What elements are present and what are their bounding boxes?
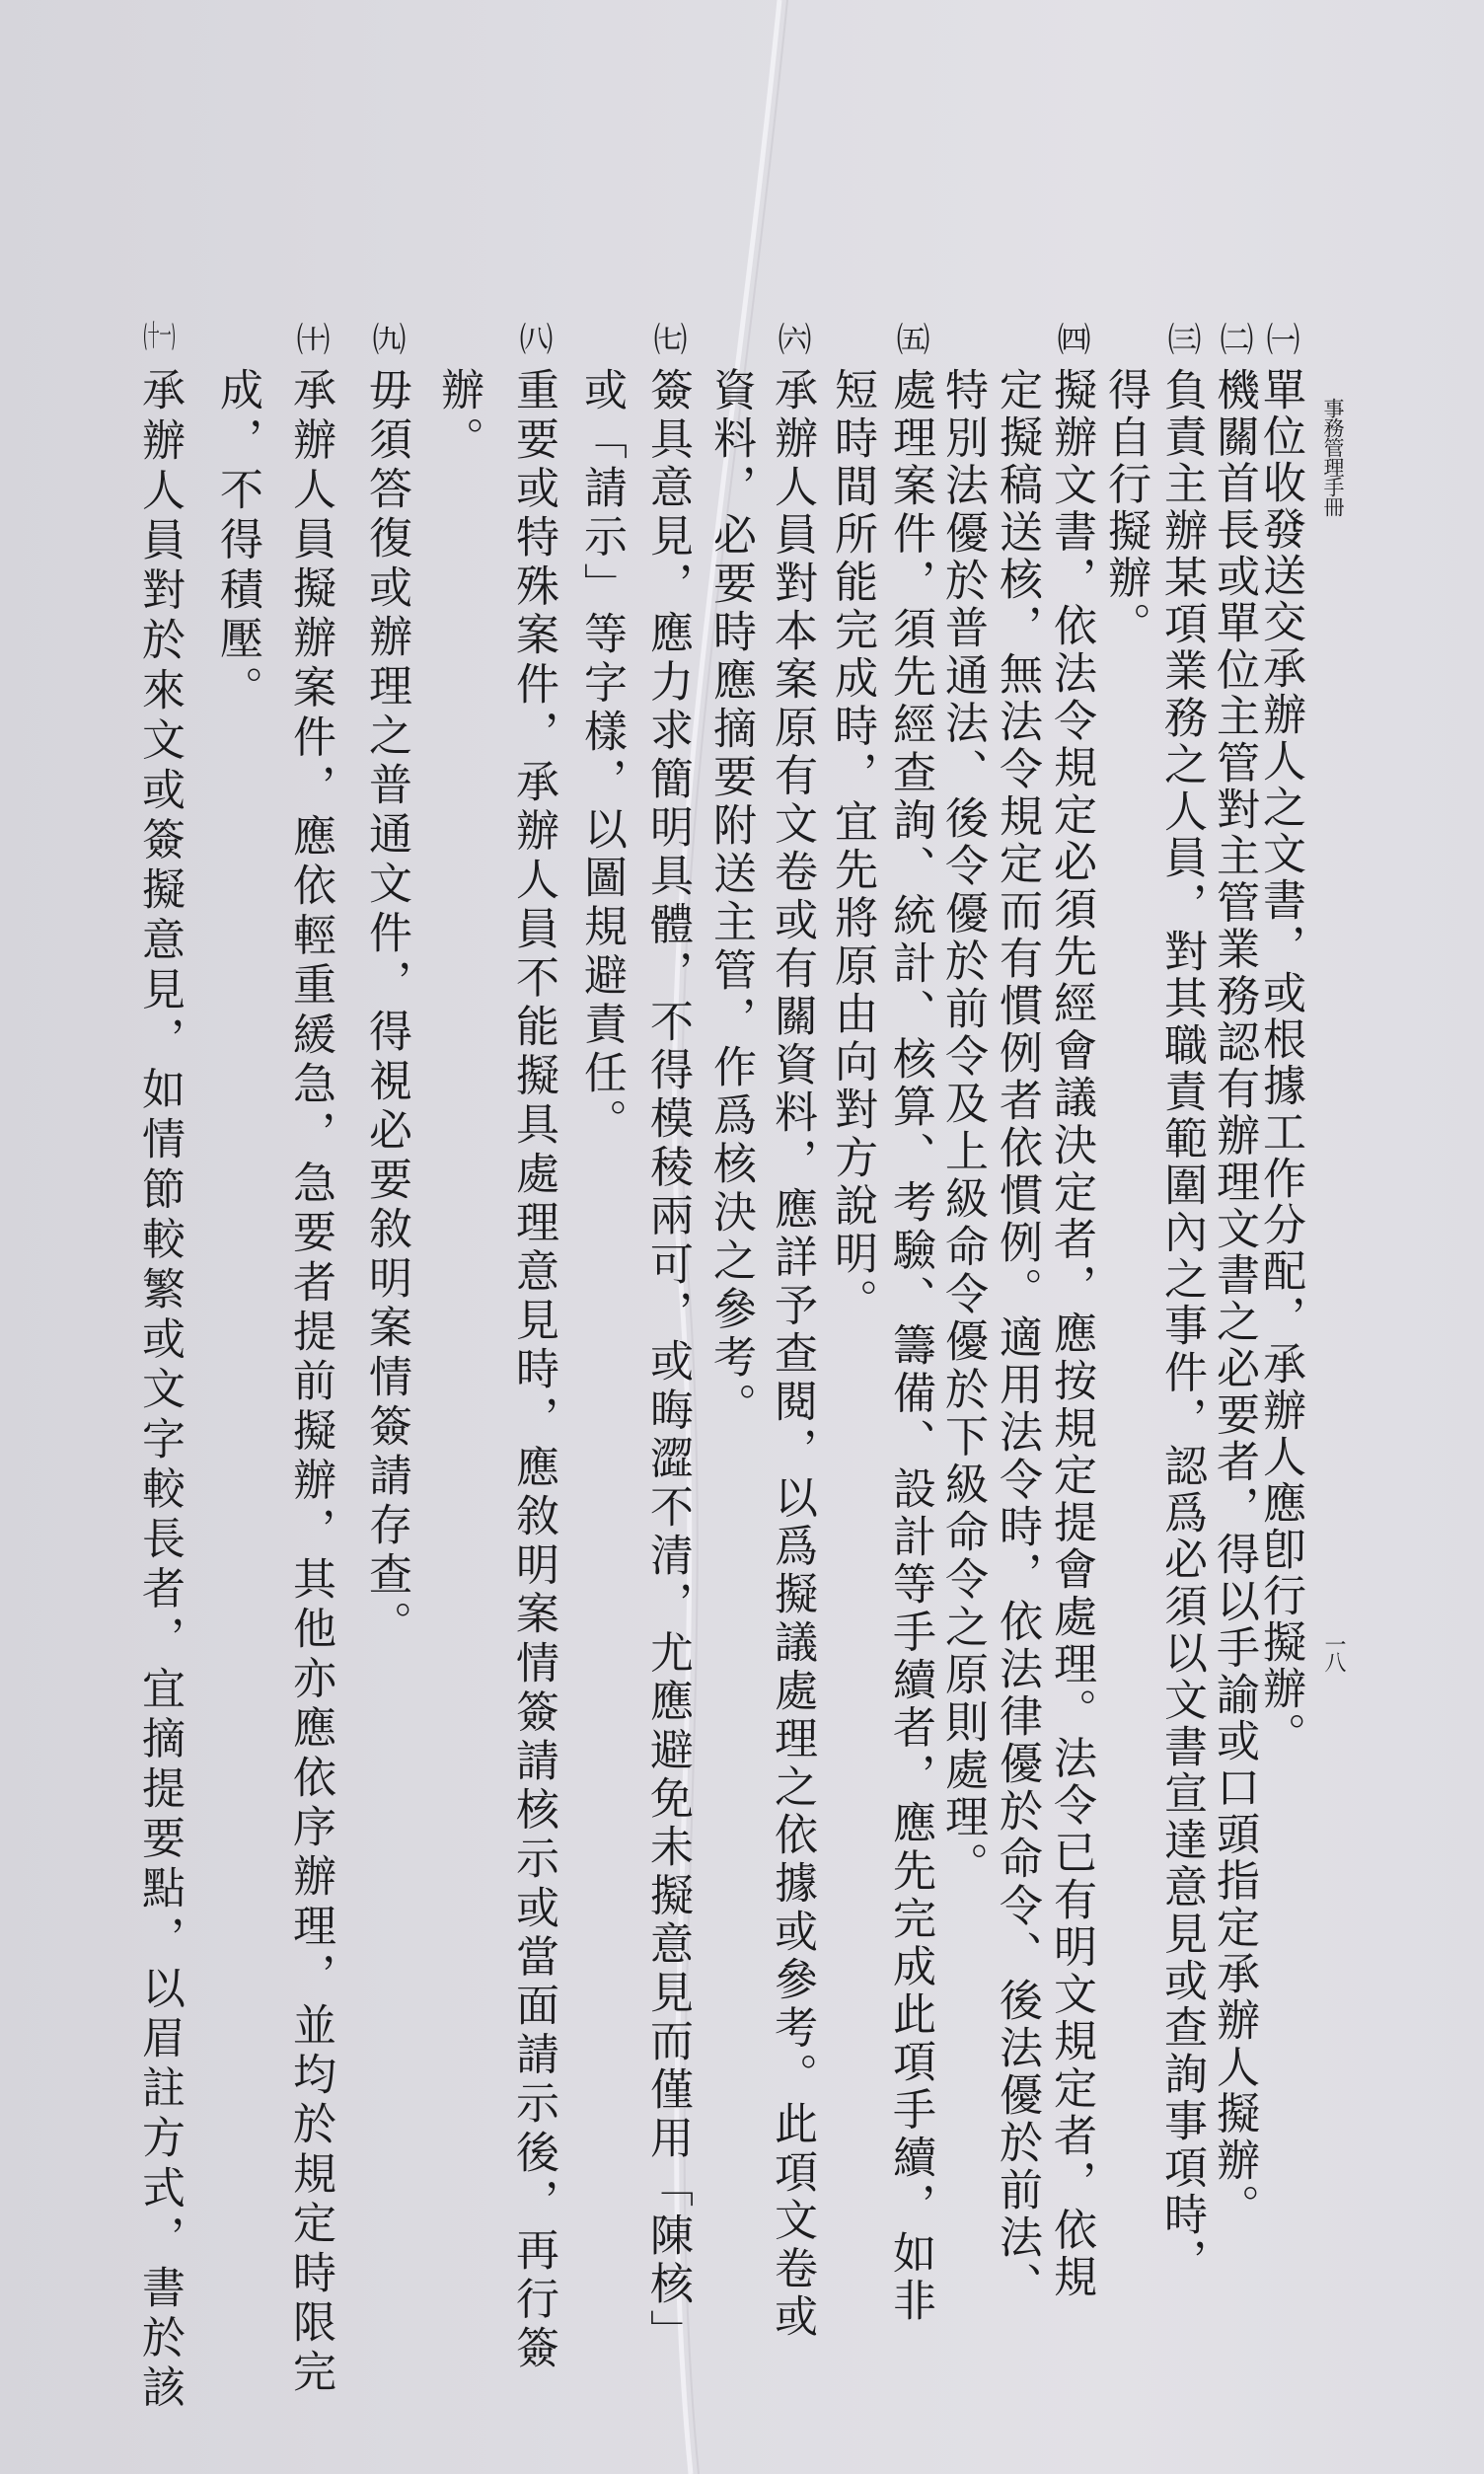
item-number: ㈠: [1260, 322, 1299, 355]
running-header: 事務管理手冊: [1321, 398, 1345, 516]
paragraph-line: 定擬稿送核，無法令規定而有慣例者依慣例。適用法令時，依法律優於命令、後法優於前法、: [992, 367, 1042, 2309]
item-number: ㈩: [290, 322, 330, 355]
paragraph-line: 資料，必要時應摘要附送主管，作爲核決之參考。: [705, 367, 756, 1431]
paragraph-line: 承辦人員對本案原有文卷或有關資料，應詳予查閱，以爲擬議處理之依據或參考。此項文卷或: [767, 367, 817, 2342]
paragraph-line: 毋須答復或辦理之普通文件，得視必要敘明案情簽請存查。: [361, 367, 411, 1650]
paragraph-line: 擬辦文書，依法令規定必須先經會議決定者，應按規定提會處理。法令已有明文規定者，依規: [1046, 367, 1096, 2301]
paragraph-line: 辦。: [433, 367, 483, 466]
paragraph-line: 處理案件，須先經查詢、統計、核算、考驗、籌備、設計等手續者，應先完成此項手續，如非: [885, 367, 935, 2326]
paragraph-line: 承辦人員擬辦案件，應依輕重緩急，急要者提前擬辦，其他亦應依序辦理，並均於規定時限完: [285, 367, 335, 2399]
paragraph-line: 負責主辦某項業務之人員，對其職責範圍內之事件，認爲必須以文書宣達意見或查詢事項時，: [1156, 367, 1207, 2286]
page-number: 一八: [1321, 1633, 1346, 1669]
paragraph-line: 或「請示」等字樣，以圖規避責任。: [576, 367, 627, 1148]
item-number: ㈧: [513, 322, 553, 355]
paragraph-line: 特別法優於普通法、後令優於前令及上級命令優於下級命令之原則處理。: [937, 367, 988, 1890]
paragraph-line: 承辦人員對於來文或簽擬意見，如情節較繁或文字較長者，宜摘提要點，以眉註方式，書於該: [134, 367, 185, 2415]
item-number: ㈤: [890, 322, 929, 355]
paragraph-line: 簽具意見，應力求簡明具體，不得模稜兩可，或晦澀不清，尤應避免未擬意見而僅用「陳核」: [642, 367, 693, 2359]
item-number: ㈡: [1214, 322, 1253, 355]
paragraph-line: 重要或特殊案件，承辦人員不能擬具處理意見時，應敘明案情簽請核示或當面請示後，再行簽: [508, 367, 558, 2374]
item-number: ㈥: [772, 322, 811, 355]
paragraph-line: 得自行擬辦。: [1100, 367, 1150, 649]
item-number: (十一): [143, 322, 176, 351]
paragraph-line: 機關首長或單位主管對主管業務認有辦理文書之必要者，得以手諭或口頭指定承辦人擬辦。: [1209, 367, 1259, 2230]
item-number: ㈢: [1161, 322, 1201, 355]
item-number: ㈦: [647, 322, 687, 355]
paragraph-line: 短時間所能完成時，宜先將原由向對方說明。: [827, 367, 877, 1326]
paragraph-line: 成，不得積壓。: [212, 367, 262, 715]
paragraph-line: 單位收發送交承辦人之文書，或根據工作分配，承辦人應卽行擬辦。: [1255, 367, 1305, 1759]
item-number: ㈣: [1051, 322, 1090, 355]
item-number: ㈨: [366, 322, 406, 355]
